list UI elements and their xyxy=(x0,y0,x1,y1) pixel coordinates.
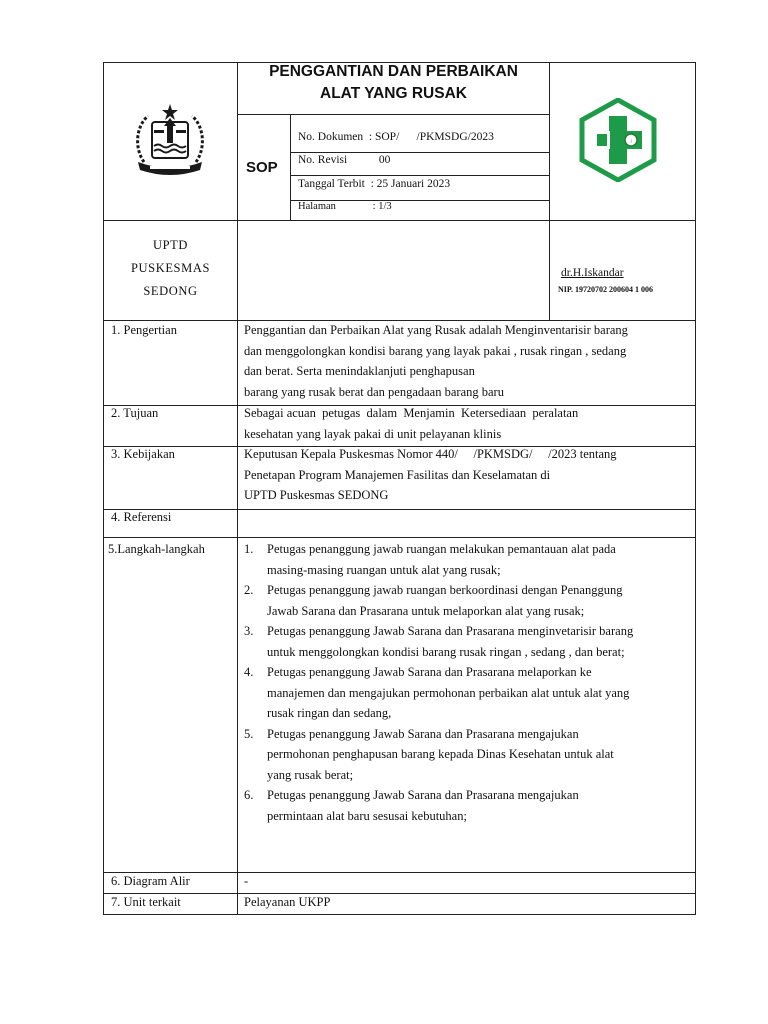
document-title xyxy=(238,61,549,105)
steps-list xyxy=(244,539,690,826)
pengertian-line: dan berat. Serta menindaklanjuti penghapusan xyxy=(244,364,475,378)
pengertian-line: Penggantian dan Perbaikan Alat yang Rusak adalah Menginventarisir barang xyxy=(244,323,628,337)
table-border xyxy=(103,893,695,894)
pengertian-line: dan menggolongkan kondisi barang yang layak pakai , rusak ringan , sedang xyxy=(244,343,627,358)
signatory-nip: NIP. 19720702 200604 1 006 xyxy=(558,285,654,294)
step-line: Petugas penanggung Jawab Sarana dan Prasarana menginvetarisir barang xyxy=(267,624,634,638)
step-item xyxy=(244,724,690,786)
svg-text:↓: ↓ xyxy=(629,138,633,145)
pengertian-line: barang yang rusak berat dan pengadaan barang baru xyxy=(244,384,504,399)
org-line-2: PUSKESMAS xyxy=(130,261,211,275)
kebijakan-text xyxy=(244,444,688,506)
tujuan-text xyxy=(244,403,688,444)
step-item xyxy=(244,662,690,724)
section-label-referensi: 4. Referensi xyxy=(111,510,172,524)
section-label-tujuan: 2. Tujuan xyxy=(111,406,159,420)
kebijakan-line: Penetapan Program Manajemen Fasilitas dan Keselamatan di xyxy=(244,467,551,482)
table-border xyxy=(290,152,549,153)
tujuan-line: Sebagai acuan petugas dalam Menjamin Ketersediaan peralatan xyxy=(244,406,579,420)
tujuan-line: kesehatan yang layak pakai di unit pelayanan klinis xyxy=(244,426,502,441)
table-border xyxy=(103,872,695,873)
step-number: 6. xyxy=(244,788,254,802)
signatory-name: dr.H.Iskandar xyxy=(561,267,624,279)
step-line: Petugas penanggung jawab ruangan berkoordinasi dengan Penanggung xyxy=(267,583,623,597)
org-line-3: SEDONG xyxy=(143,284,198,298)
table-border xyxy=(237,62,238,914)
table-border xyxy=(695,62,696,914)
issue-date: Tanggal Terbit : 25 Januari 2023 xyxy=(298,178,451,190)
step-line: untuk menggolongkan kondisi barang rusak ringan , sedang , dan berat; xyxy=(267,644,625,659)
table-border xyxy=(237,114,549,115)
step-line: Petugas penanggung Jawab Sarana dan Prasarana melaporkan ke xyxy=(267,665,592,679)
table-border xyxy=(103,220,695,221)
step-line: Jawab Sarana dan Prasarana untuk melaporkan alat yang rusak; xyxy=(267,603,585,618)
section-label-kebijakan: 3. Kebijakan xyxy=(111,447,175,461)
puskesmas-logo-icon xyxy=(576,98,660,182)
section-label-diagram: 6. Diagram Alir xyxy=(111,874,190,888)
unit-value: Pelayanan UKPP xyxy=(244,895,331,909)
step-number: 2. xyxy=(244,583,254,597)
step-line: yang rusak berat; xyxy=(267,767,354,782)
pengertian-text xyxy=(244,320,688,402)
section-label-pengertian: 1. Pengertian xyxy=(111,323,177,337)
table-border xyxy=(103,537,695,538)
step-line: permintaan alat baru sesusai kebutuhan; xyxy=(267,808,467,823)
step-number: 4. xyxy=(244,665,254,679)
diagram-value: - xyxy=(244,874,249,888)
table-border xyxy=(103,509,695,510)
step-item xyxy=(244,785,690,826)
kebijakan-line: Keputusan Kepala Puskesmas Nomor 440/ /PKMSDG/ /2023 tentang xyxy=(244,447,617,461)
table-border xyxy=(103,62,104,914)
table-border xyxy=(290,114,291,220)
section-label-unit: 7. Unit terkait xyxy=(111,895,181,909)
step-item xyxy=(244,580,690,621)
step-number: 5. xyxy=(244,726,254,741)
step-item xyxy=(244,539,690,580)
step-line: manajemen dan mengajukan permohonan perbaikan alat untuk alat yang xyxy=(267,685,630,700)
title-line-1: PENGGANTIAN DAN PERBAIKAN xyxy=(269,63,518,80)
regional-emblem-icon xyxy=(130,100,210,180)
step-line: rusak ringan dan sedang, xyxy=(267,706,392,720)
step-item xyxy=(244,621,690,662)
step-line: Petugas penanggung Jawab Sarana dan Prasarana mengajukan xyxy=(267,788,579,802)
table-border xyxy=(290,175,549,176)
table-border xyxy=(549,62,550,320)
step-number: 1. xyxy=(244,542,254,556)
step-line: permohonan penghapusan barang kepada Dinas Kesehatan untuk alat xyxy=(267,747,614,761)
revision-number: No. Revisi 00 xyxy=(298,154,391,166)
table-border xyxy=(103,914,696,915)
page-number: Halaman : 1/3 xyxy=(298,201,392,212)
step-number: 3. xyxy=(244,624,254,638)
org-name xyxy=(104,234,237,303)
doc-number: No. Dokumen : SOP/ /PKMSDG/2023 xyxy=(298,131,494,143)
step-line: Petugas penanggung jawab ruangan melakukan pemantauan alat pada xyxy=(267,542,616,556)
step-line: masing-masing ruangan untuk alat yang rusak; xyxy=(267,562,501,577)
kebijakan-line: UPTD Puskesmas SEDONG xyxy=(244,488,389,502)
section-label-langkah: 5.Langkah-langkah xyxy=(108,542,205,556)
org-line-1: UPTD xyxy=(152,238,189,252)
title-line-2: ALAT YANG RUSAK xyxy=(320,85,467,102)
step-line: Petugas penanggung Jawab Sarana dan Prasarana mengajukan xyxy=(267,726,579,741)
sop-label: SOP xyxy=(246,159,278,176)
